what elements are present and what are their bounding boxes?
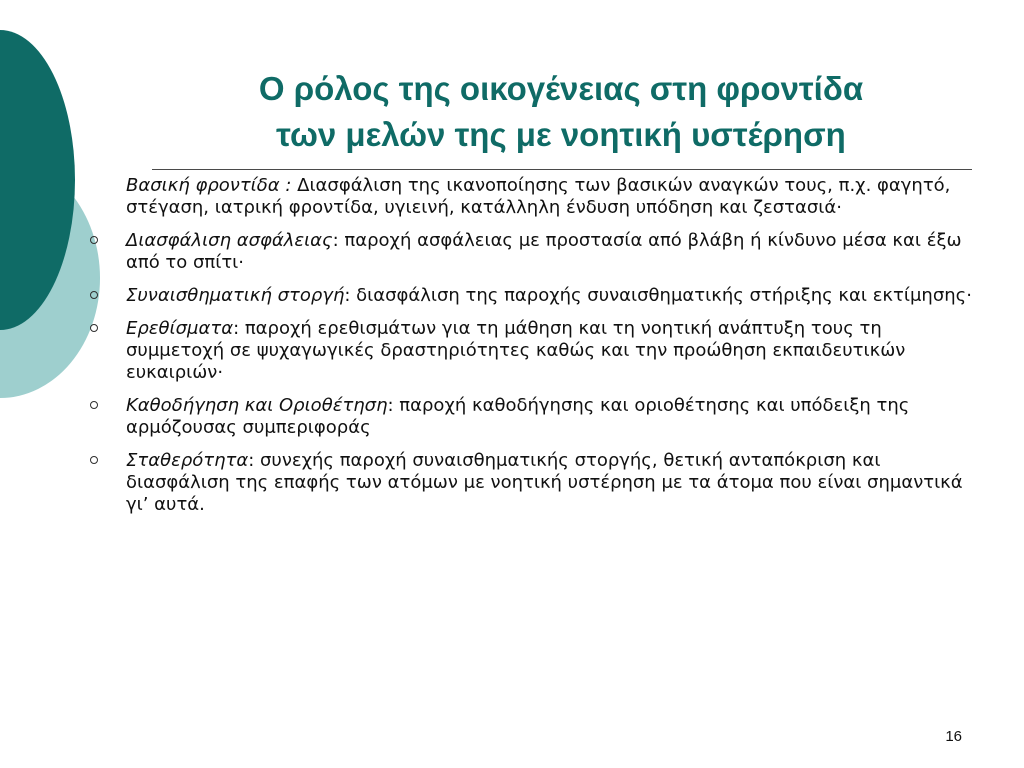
list-item-emotional-affection (84, 285, 984, 307)
list-item-term: Ερεθίσματα (126, 318, 234, 339)
slide-title-line-2: των μελών της με νοητική υστέρηση (276, 116, 846, 153)
hollow-circle-bullet-icon (90, 324, 98, 332)
list-item-text: : συνεχής παροχή συναισθηματικής στοργής, θετική ανταπόκριση και διασφάλιση της επαφής των ατόμων με νοητική υστέρηση με τα άτομα που είναι σημαντικά γι’ αυτά. (126, 450, 963, 515)
content-list (84, 175, 984, 527)
list-item-stimuli (84, 318, 984, 384)
list-item-term: Καθοδήγηση και Οριοθέτηση (126, 395, 388, 416)
list-item-text: : παροχή ασφάλειας με προστασία από βλάβη ή κίνδυνο μέσα και έξω από το σπίτι· (126, 230, 962, 273)
list-item-guidance (84, 395, 984, 439)
list-item-stability (84, 450, 984, 516)
list-item-term: Διασφάλιση ασφάλειας (126, 230, 333, 251)
hollow-circle-bullet-icon (90, 456, 98, 464)
title-divider (152, 169, 972, 170)
list-item-basic-care (84, 175, 984, 219)
hollow-circle-bullet-icon (90, 291, 98, 299)
slide-title-line-1: Ο ρόλος της οικογένειας στη φροντίδα (258, 70, 864, 107)
list-item-text: : παροχή ερεθισμάτων για τη μάθηση και τη νοητική ανάπτυξη τους τη συμμετοχή σε ψυχαγωγικές δραστηριότητες καθώς και την προώθηση εκπαιδευτικών ευκαιριών· (126, 318, 906, 383)
list-item-text: : παροχή καθοδήγησης και οριοθέτησης και υπόδειξη της αρμόζουσας συμπεριφοράς (126, 395, 910, 438)
hollow-circle-bullet-icon (90, 401, 98, 409)
list-item-text: Διασφάλιση της ικανοποίησης των βασικών αναγκών τους, π.χ. φαγητό, στέγαση, ιατρική φροντίδα, υγιεινή, κατάλληλη ένδυση υπόδηση και ζεστασιά· (126, 175, 951, 218)
list-item-term: Συναισθηματική στοργή (126, 285, 345, 306)
page-number: 16 (945, 728, 962, 745)
list-item-text: : διασφάλιση της παροχής συναισθηματικής στήριξης και εκτίμησης· (344, 285, 972, 306)
list-item-safety (84, 230, 984, 274)
list-item-term: Σταθερότητα (126, 450, 249, 471)
slide-title (150, 66, 972, 158)
list-item-term: Βασική φροντίδα : (126, 175, 292, 196)
hollow-circle-bullet-icon (90, 236, 98, 244)
